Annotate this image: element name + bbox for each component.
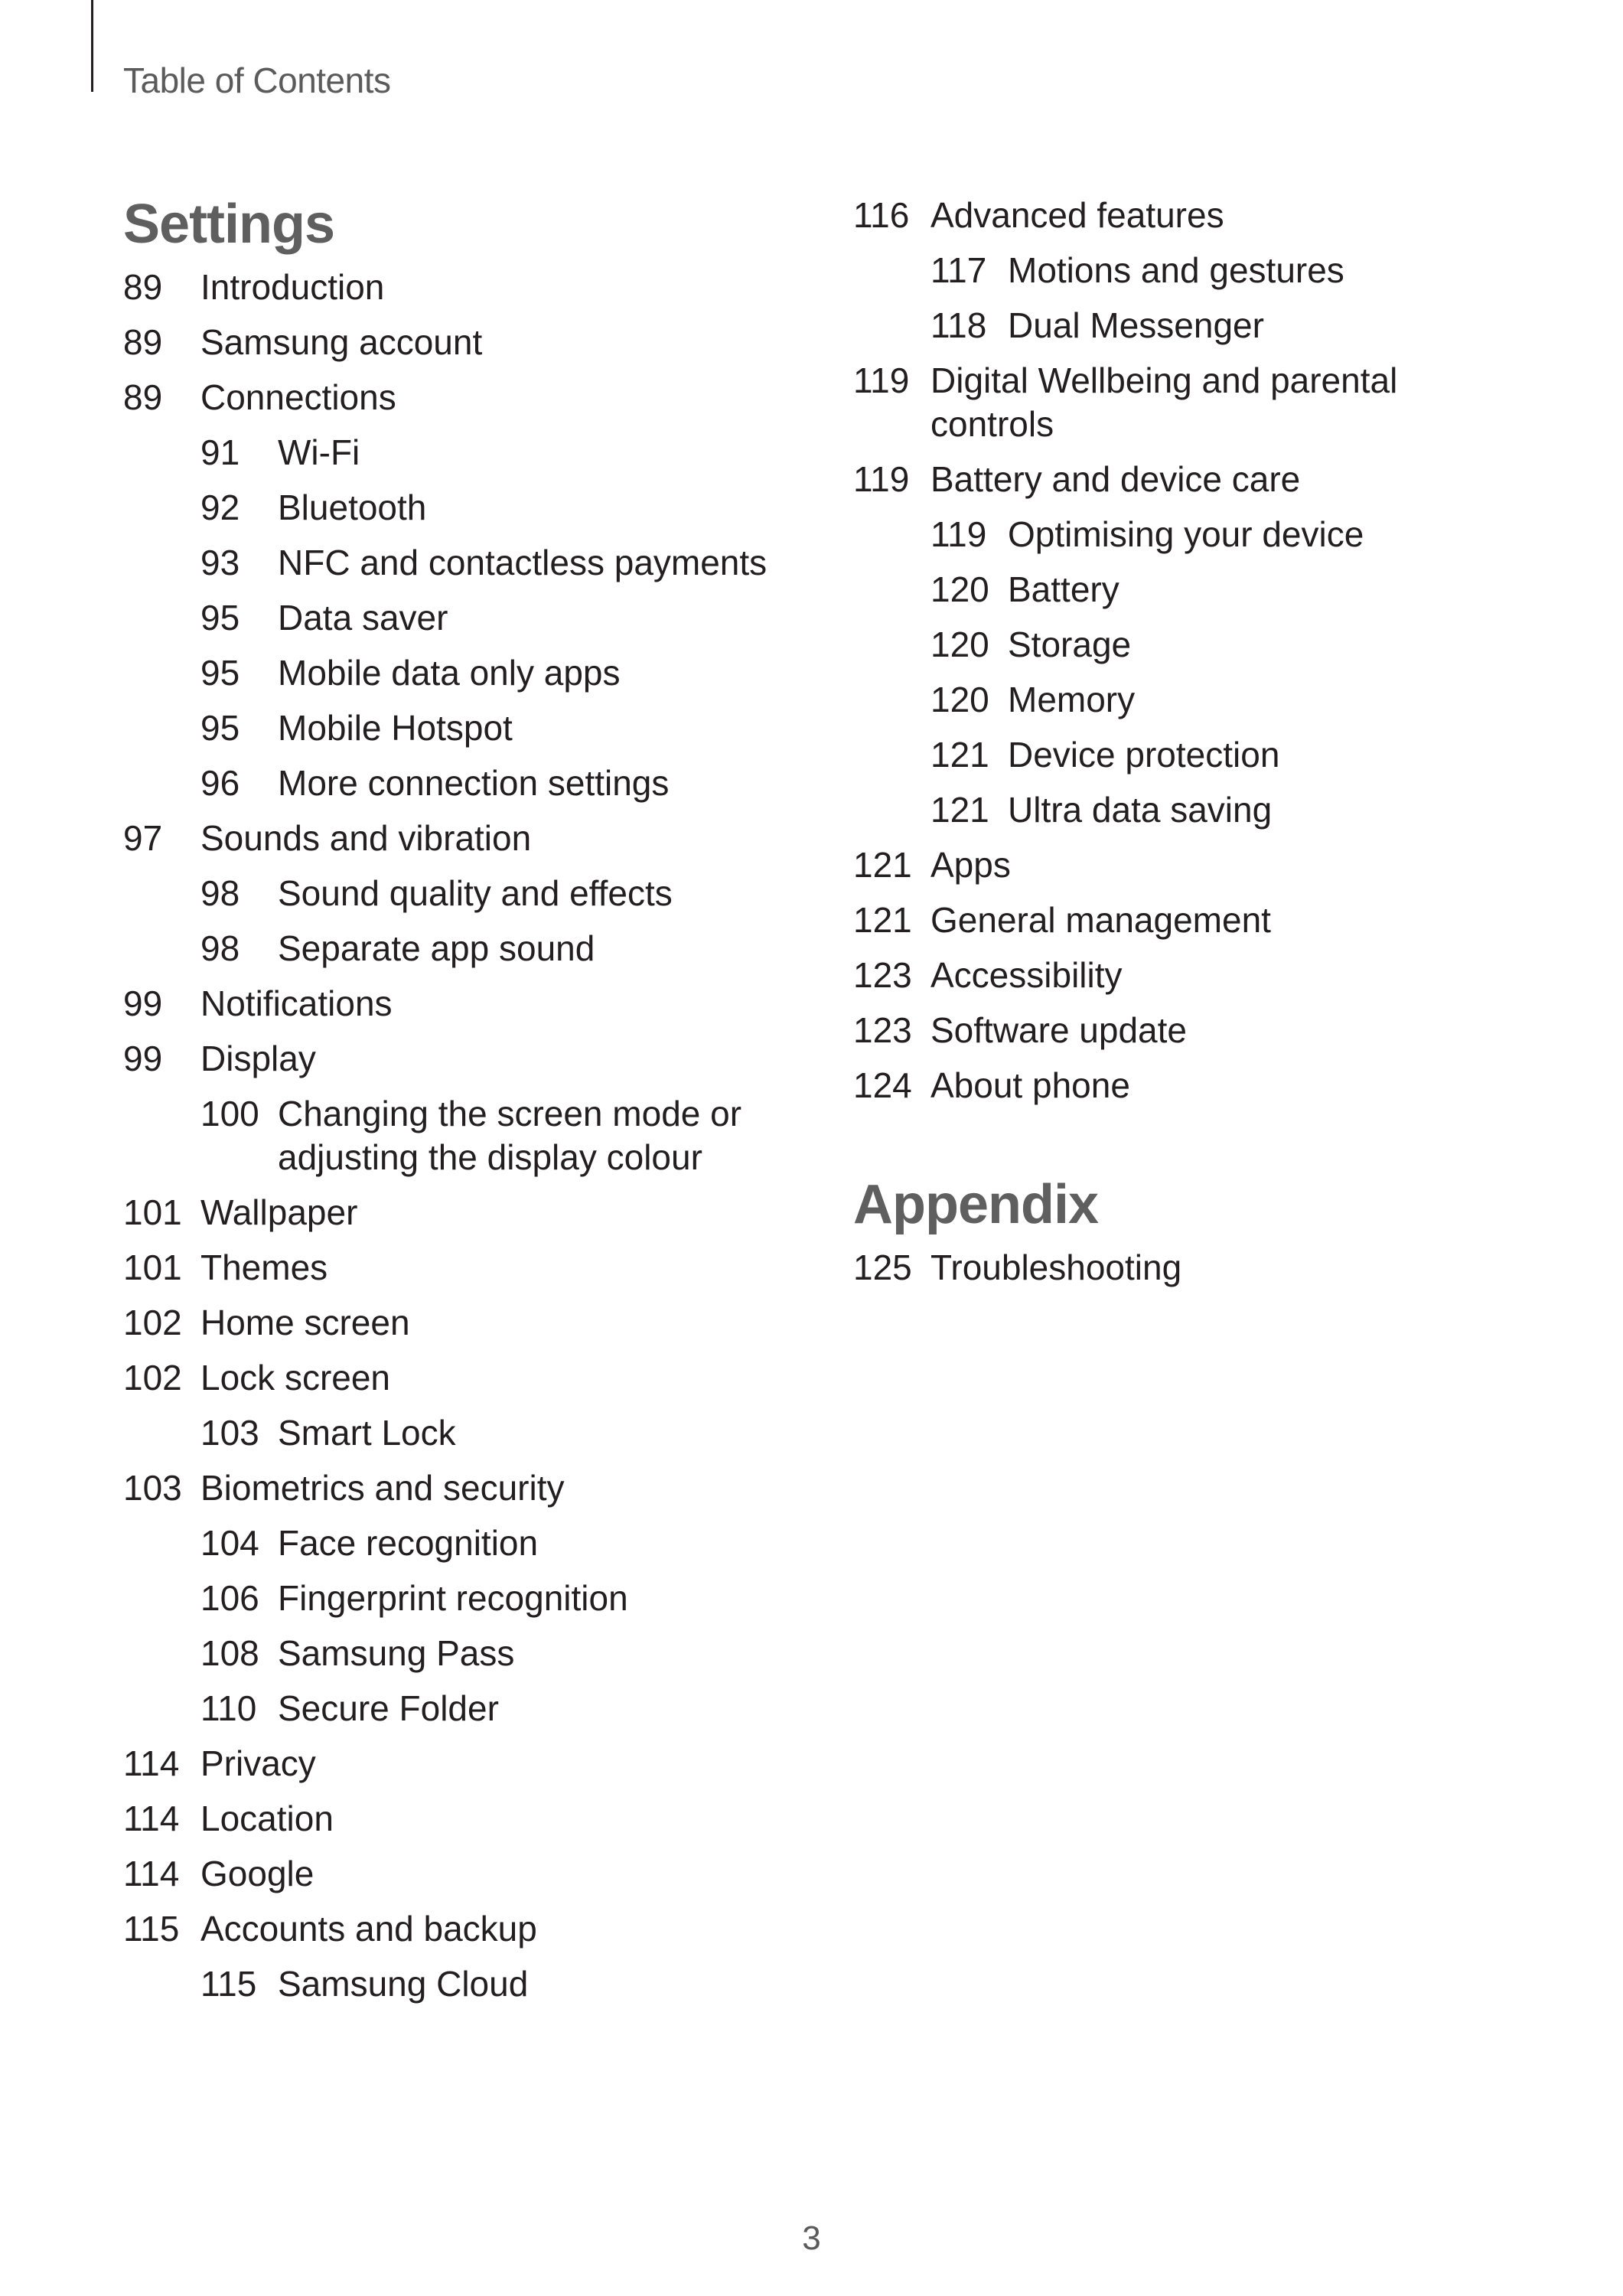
toc-column-right [853, 188, 1557, 1296]
toc-entry-title: Wallpaper [200, 1192, 358, 1232]
toc-entry[interactable] [853, 243, 1557, 298]
toc-list-appendix [853, 1241, 1557, 1296]
toc-entry-title: Bluetooth [278, 488, 427, 527]
toc-page-number: 98 [200, 928, 240, 968]
toc-entry-title: Mobile Hotspot [278, 708, 513, 748]
toc-entry-title: Introduction [200, 267, 385, 307]
toc-page-number: 103 [200, 1413, 259, 1453]
toc-entry[interactable] [853, 188, 1557, 243]
toc-page-number: 117 [930, 250, 987, 290]
toc-entry-title: Fingerprint recognition [278, 1578, 628, 1618]
toc-page-number: 102 [123, 1358, 182, 1397]
toc-entry[interactable] [853, 728, 1557, 783]
toc-page-number: 110 [200, 1688, 257, 1728]
toc-page-number: 92 [200, 488, 240, 527]
toc-list-settings [123, 260, 827, 2012]
toc-page-number: 115 [200, 1964, 257, 2004]
toc-page-number: 89 [123, 322, 163, 362]
toc-page-number: 114 [123, 1799, 180, 1838]
toc-entry-title: Mobile data only apps [278, 653, 621, 693]
toc-page-number: 119 [853, 459, 910, 499]
toc-entry-title: Sound quality and effects [278, 873, 673, 913]
toc-entry[interactable] [853, 838, 1557, 893]
running-header: Table of Contents [123, 60, 391, 100]
toc-entry-title: Separate app sound [278, 928, 595, 968]
toc-entry[interactable] [853, 1058, 1557, 1114]
toc-page-number: 101 [123, 1192, 182, 1232]
toc-entry[interactable] [123, 701, 827, 756]
toc-entry[interactable] [123, 260, 827, 315]
toc-list-settings-continued [853, 188, 1557, 1114]
toc-entry-title: Battery and device care [930, 459, 1301, 499]
toc-entry[interactable] [123, 1032, 827, 1087]
toc-entry[interactable] [123, 866, 827, 921]
toc-entry-title: Memory [1008, 680, 1136, 719]
toc-entry-title: About phone [930, 1065, 1130, 1105]
toc-page-number: 103 [123, 1468, 182, 1508]
toc-entry[interactable] [123, 1351, 827, 1406]
toc-entry[interactable] [123, 1737, 827, 1792]
toc-entry[interactable] [123, 1406, 827, 1461]
toc-page-number: 95 [200, 598, 240, 638]
toc-entry-title: Accounts and backup [200, 1909, 537, 1949]
section-title-appendix: Appendix [853, 1174, 1099, 1235]
toc-entry[interactable] [853, 507, 1557, 563]
toc-page-number: 119 [930, 514, 987, 554]
toc-page-number: 123 [853, 955, 912, 995]
toc-entry[interactable] [123, 1296, 827, 1351]
toc-page-number: 123 [853, 1010, 912, 1050]
toc-entry[interactable] [853, 673, 1557, 728]
toc-entry[interactable] [123, 1626, 827, 1681]
toc-page-number: 124 [853, 1065, 912, 1105]
toc-page-number: 98 [200, 873, 240, 913]
toc-entry-title: Apps [930, 845, 1011, 885]
toc-page-number: 115 [123, 1909, 180, 1949]
toc-entry[interactable] [123, 1681, 827, 1737]
toc-page-number: 100 [200, 1094, 259, 1133]
toc-entry-title: Display [200, 1039, 316, 1078]
toc-page-number: 125 [853, 1247, 912, 1287]
toc-entry-title: Optimising your device [1008, 514, 1364, 554]
toc-entry-title: Storage [1008, 625, 1132, 664]
toc-entry[interactable] [123, 1847, 827, 1902]
toc-entry[interactable] [123, 1957, 827, 2012]
toc-entry[interactable] [853, 452, 1557, 507]
toc-page-number: 91 [200, 432, 240, 472]
toc-entry-title: Changing the screen mode or adjusting the display colour [278, 1094, 742, 1177]
toc-entry-title: Sounds and vibration [200, 818, 532, 858]
toc-entry-title: Privacy [200, 1743, 316, 1783]
toc-entry[interactable] [123, 536, 827, 591]
toc-entry-title: General management [930, 900, 1271, 940]
toc-page-number: 121 [930, 790, 989, 830]
toc-entry-title: Motions and gestures [1008, 250, 1344, 290]
toc-page-number: 104 [200, 1523, 259, 1563]
toc-column-left [123, 188, 827, 2012]
toc-entry[interactable] [123, 921, 827, 977]
toc-entry[interactable] [853, 298, 1557, 354]
toc-page-number: 96 [200, 763, 240, 803]
toc-entry-title: Device protection [1008, 735, 1280, 775]
toc-page-number: 120 [930, 569, 989, 609]
toc-page-number: 120 [930, 625, 989, 664]
toc-page-number: 89 [123, 377, 163, 417]
toc-entry[interactable] [123, 1087, 827, 1186]
toc-entry-title: Smart Lock [278, 1413, 456, 1453]
toc-entry-title: Connections [200, 377, 396, 417]
toc-entry[interactable] [123, 315, 827, 370]
toc-entry[interactable] [853, 948, 1557, 1003]
toc-entry-title: Face recognition [278, 1523, 539, 1563]
toc-entry[interactable] [123, 1516, 827, 1571]
toc-entry[interactable] [123, 977, 827, 1032]
toc-page-number: 121 [853, 845, 912, 885]
toc-entry-title: Biometrics and security [200, 1468, 565, 1508]
toc-page-number: 108 [200, 1633, 259, 1673]
toc-entry-title: Secure Folder [278, 1688, 499, 1728]
toc-entry-title: Wi-Fi [278, 432, 360, 472]
toc-entry-title: Troubleshooting [930, 1247, 1182, 1287]
toc-entry[interactable] [123, 426, 827, 481]
toc-page-number: 119 [853, 360, 910, 400]
margin-rule [91, 0, 93, 92]
toc-page-number: 120 [930, 680, 989, 719]
toc-page-number: 97 [123, 818, 163, 858]
toc-entry-title: Ultra data saving [1008, 790, 1273, 830]
toc-page-number: 99 [123, 1039, 163, 1078]
toc-entry-title: Themes [200, 1247, 328, 1287]
toc-page-number: 95 [200, 708, 240, 748]
toc-entry-title: NFC and contactless payments [278, 543, 768, 582]
toc-page-number: 118 [930, 305, 987, 345]
toc-entry[interactable] [123, 1792, 827, 1847]
toc-entry-title: Accessibility [930, 955, 1123, 995]
toc-entry[interactable] [853, 354, 1557, 452]
toc-entry-title: Samsung account [200, 322, 483, 362]
toc-entry-title: Digital Wellbeing and parental controls [930, 360, 1398, 444]
toc-entry-title: More connection settings [278, 763, 670, 803]
toc-page-number: 101 [123, 1247, 182, 1287]
toc-entry-title: Google [200, 1854, 314, 1893]
toc-page-number: 106 [200, 1578, 259, 1618]
toc-entry-title: Location [200, 1799, 334, 1838]
toc-entry[interactable] [123, 481, 827, 536]
section-title-settings: Settings [123, 194, 335, 255]
toc-entry[interactable] [123, 811, 827, 866]
toc-entry[interactable] [123, 1461, 827, 1516]
toc-entry[interactable] [853, 783, 1557, 838]
toc-entry[interactable] [853, 618, 1557, 673]
toc-entry-title: Lock screen [200, 1358, 391, 1397]
toc-entry-title: Home screen [200, 1303, 410, 1342]
toc-entry-title: Samsung Cloud [278, 1964, 529, 2004]
toc-entry[interactable] [123, 756, 827, 811]
toc-entry[interactable] [853, 1003, 1557, 1058]
toc-entry-title: Data saver [278, 598, 448, 638]
toc-entry[interactable] [123, 370, 827, 426]
toc-page-number: 95 [200, 653, 240, 693]
toc-entry[interactable] [853, 563, 1557, 618]
toc-entry-title: Samsung Pass [278, 1633, 515, 1673]
toc-page-number: 99 [123, 983, 163, 1023]
toc-page-number: 93 [200, 543, 240, 582]
toc-entry-title: Software update [930, 1010, 1188, 1050]
toc-entry-title: Advanced features [930, 195, 1224, 235]
toc-page-number: 114 [123, 1743, 180, 1783]
toc-entry[interactable] [123, 1571, 827, 1626]
toc-entry-title: Notifications [200, 983, 393, 1023]
toc-entry[interactable] [123, 1241, 827, 1296]
toc-page-number: 121 [853, 900, 912, 940]
toc-entry-title: Dual Messenger [1008, 305, 1264, 345]
toc-entry[interactable] [123, 1186, 827, 1241]
toc-page-number: 89 [123, 267, 163, 307]
toc-entry-title: Battery [1008, 569, 1119, 609]
toc-entry[interactable] [853, 893, 1557, 948]
toc-page-number: 121 [930, 735, 989, 775]
toc-page-number: 102 [123, 1303, 182, 1342]
toc-entry[interactable] [123, 1902, 827, 1957]
toc-page-number: 114 [123, 1854, 180, 1893]
toc-entry[interactable] [853, 1241, 1557, 1296]
toc-entry[interactable] [123, 646, 827, 701]
toc-page-number: 116 [853, 195, 910, 235]
toc-entry[interactable] [123, 591, 827, 646]
page-number: 3 [802, 2219, 821, 2257]
